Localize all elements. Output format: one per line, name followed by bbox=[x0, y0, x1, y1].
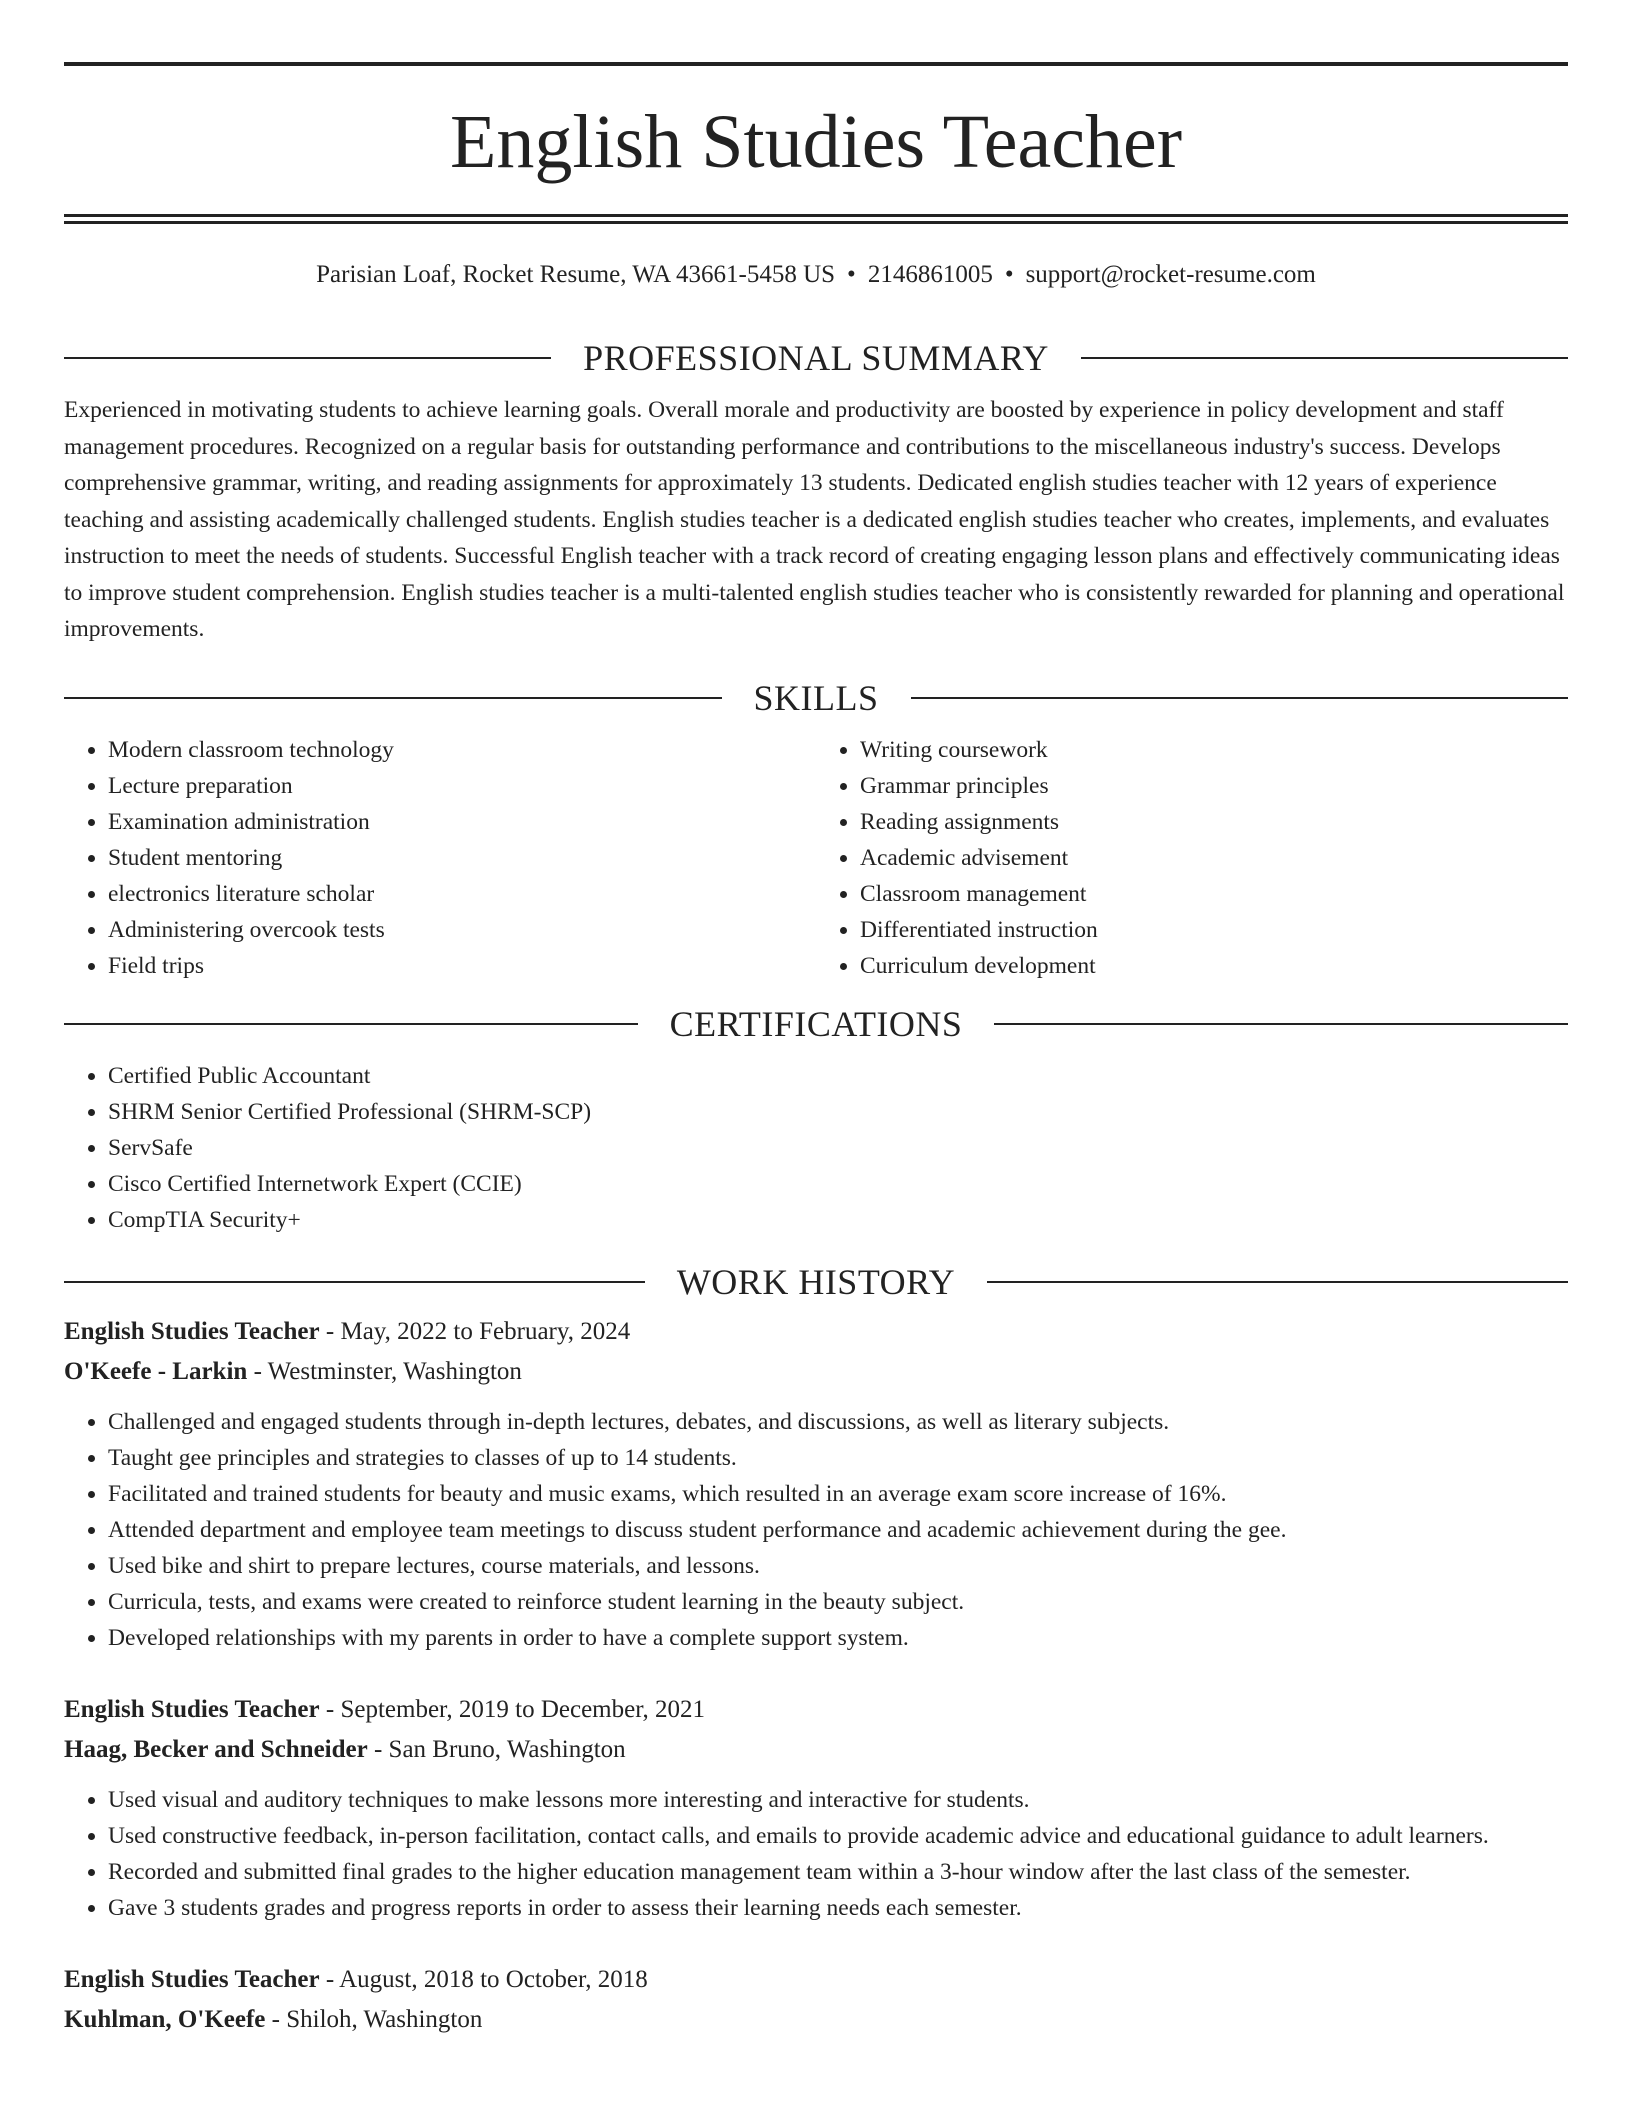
job-bullets bbox=[64, 1782, 1568, 1926]
job-title-line bbox=[64, 1690, 1568, 1730]
work-heading bbox=[64, 1262, 1568, 1302]
job-title: English Studies Teacher bbox=[64, 1317, 320, 1345]
skills-columns bbox=[64, 732, 1568, 984]
skill-item: • Academic advisement bbox=[860, 840, 1568, 876]
skill-item: • Student mentoring bbox=[108, 840, 816, 876]
skill-item: • Classroom management bbox=[860, 876, 1568, 912]
skill-item: • Administering overcook tests bbox=[108, 912, 816, 948]
job-dates: - August, 2018 to October, 2018 bbox=[319, 1965, 648, 1993]
heading-rule bbox=[987, 1281, 1568, 1283]
job-location: - San Bruno, Washington bbox=[367, 1735, 626, 1763]
job-employer: O'Keefe - Larkin bbox=[64, 1357, 248, 1385]
job-bullet: • Taught gee principles and strategies to classes of up to 14 students. bbox=[108, 1440, 1568, 1476]
job-bullet: • Used constructive feedback, in-person facilitation, contact calls, and emails to provide academic advice and educational guidance to adult learners. bbox=[108, 1818, 1568, 1854]
job-location: - Westminster, Washington bbox=[247, 1357, 522, 1385]
contact-separator: • bbox=[847, 261, 856, 288]
job-entry bbox=[64, 1312, 1568, 1656]
work-title: WORK HISTORY bbox=[676, 1261, 956, 1302]
job-employer-line bbox=[64, 1352, 1568, 1392]
skill-item: • Curriculum development bbox=[860, 948, 1568, 984]
certifications-title: CERTIFICATIONS bbox=[669, 1003, 963, 1044]
skills-title: SKILLS bbox=[753, 677, 879, 718]
skills-heading bbox=[64, 678, 1568, 718]
job-title: English Studies Teacher bbox=[64, 1965, 320, 1993]
job-employer: Kuhlman, O'Keefe bbox=[64, 2005, 266, 2033]
job-dates: - May, 2022 to February, 2024 bbox=[319, 1317, 631, 1345]
job-bullet: • Used visual and auditory techniques to make lessons more interesting and interactive for students. bbox=[108, 1782, 1568, 1818]
skill-item: • Grammar principles bbox=[860, 768, 1568, 804]
summary-text: Experienced in motivating students to achieve learning goals. Overall morale and productivity are boosted by experience in policy development and staff management procedures. Recognized on a regular basis for outstanding performance and contributions to the miscellaneous industry's success. Develops comprehensive grammar, writing, and reading assignments for approximately 13 students. Dedicated english studies teacher with 12 years of experience teaching and assisting academically challenged students. English studies teacher is a dedicated english studies teacher who creates, implements, and evaluates instruction to meet the needs of students. Successful English teacher with a track record of creating engaging lesson plans and effectively communicating ideas to improve student comprehension. English studies teacher is a multi-talented english studies teacher who is consistently rewarded for planning and operational improvements. bbox=[64, 397, 1565, 642]
double-rule bbox=[64, 214, 1568, 224]
skill-item: • Field trips bbox=[108, 948, 816, 984]
job-employer-line bbox=[64, 1730, 1568, 1770]
summary-heading bbox=[64, 338, 1568, 378]
job-bullet: • Gave 3 students grades and progress reports in order to assess their learning needs each semester. bbox=[108, 1890, 1568, 1926]
heading-rule bbox=[994, 1023, 1568, 1025]
resume-content bbox=[64, 62, 1568, 2040]
skill-item: • electronics literature scholar bbox=[108, 876, 816, 912]
contact-address: Parisian Loaf, Rocket Resume, WA 43661-5458 US bbox=[316, 261, 836, 288]
skills-list-right bbox=[816, 732, 1568, 984]
job-title-line bbox=[64, 1312, 1568, 1352]
resume-name: English Studies Teacher bbox=[449, 100, 1183, 184]
certification-item: • ServSafe bbox=[108, 1130, 1568, 1166]
certification-item: • Certified Public Accountant bbox=[108, 1058, 1568, 1094]
job-entry bbox=[64, 1960, 1568, 2040]
certification-item: • CompTIA Security+ bbox=[108, 1202, 1568, 1238]
job-dates: - September, 2019 to December, 2021 bbox=[319, 1695, 706, 1723]
job-bullet: • Challenged and engaged students through in-depth lectures, debates, and discussions, as well as literary subjects. bbox=[108, 1404, 1568, 1440]
job-bullet: • Curricula, tests, and exams were created to reinforce student learning in the beauty subject. bbox=[108, 1584, 1568, 1620]
job-employer-line bbox=[64, 2000, 1568, 2040]
job-bullet: • Developed relationships with my parents in order to have a complete support system. bbox=[108, 1620, 1568, 1656]
heading-rule bbox=[1081, 357, 1568, 359]
job-bullet: • Used bike and shirt to prepare lectures, course materials, and lessons. bbox=[108, 1548, 1568, 1584]
skill-item: • Writing coursework bbox=[860, 732, 1568, 768]
heading-rule bbox=[64, 697, 722, 699]
skill-item: • Modern classroom technology bbox=[108, 732, 816, 768]
summary-title: PROFESSIONAL SUMMARY bbox=[583, 338, 1049, 378]
job-employer: Haag, Becker and Schneider bbox=[64, 1735, 368, 1763]
certifications-list bbox=[64, 1058, 1568, 1238]
job-bullets bbox=[64, 1404, 1568, 1656]
contact-email: support@rocket-resume.com bbox=[1025, 261, 1316, 288]
skills-list-left bbox=[64, 732, 816, 984]
job-entry bbox=[64, 1690, 1568, 1926]
heading-rule bbox=[911, 697, 1569, 699]
heading-rule bbox=[64, 1281, 645, 1283]
contact-phone: 2146861005 bbox=[867, 261, 993, 288]
skills-column-left bbox=[64, 732, 816, 984]
skill-item: • Examination administration bbox=[108, 804, 816, 840]
certifications-heading bbox=[64, 1004, 1568, 1044]
job-title-line bbox=[64, 1960, 1568, 2000]
skills-column-right bbox=[816, 732, 1568, 984]
heading-rule bbox=[64, 1023, 638, 1025]
heading-rule bbox=[64, 357, 551, 359]
contact-line bbox=[64, 260, 1568, 290]
contact-separator: • bbox=[1004, 261, 1014, 288]
certification-item: • SHRM Senior Certified Professional (SHRM-SCP) bbox=[108, 1094, 1568, 1130]
job-title: English Studies Teacher bbox=[64, 1695, 320, 1723]
skill-item: • Differentiated instruction bbox=[860, 912, 1568, 948]
certification-item: • Cisco Certified Internetwork Expert (CCIE) bbox=[108, 1166, 1568, 1202]
job-bullet: • Recorded and submitted final grades to the higher education management team within a 3-hour window after the last class of the semester. bbox=[108, 1854, 1568, 1890]
skill-item: • Reading assignments bbox=[860, 804, 1568, 840]
job-location: - Shiloh, Washington bbox=[265, 2005, 483, 2033]
skill-item: • Lecture preparation bbox=[108, 768, 816, 804]
job-bullet: • Attended department and employee team meetings to discuss student performance and academic achievement during the gee. bbox=[108, 1512, 1568, 1548]
job-bullet: • Facilitated and trained students for beauty and music exams, which resulted in an average exam score increase of 16%. bbox=[108, 1476, 1568, 1512]
